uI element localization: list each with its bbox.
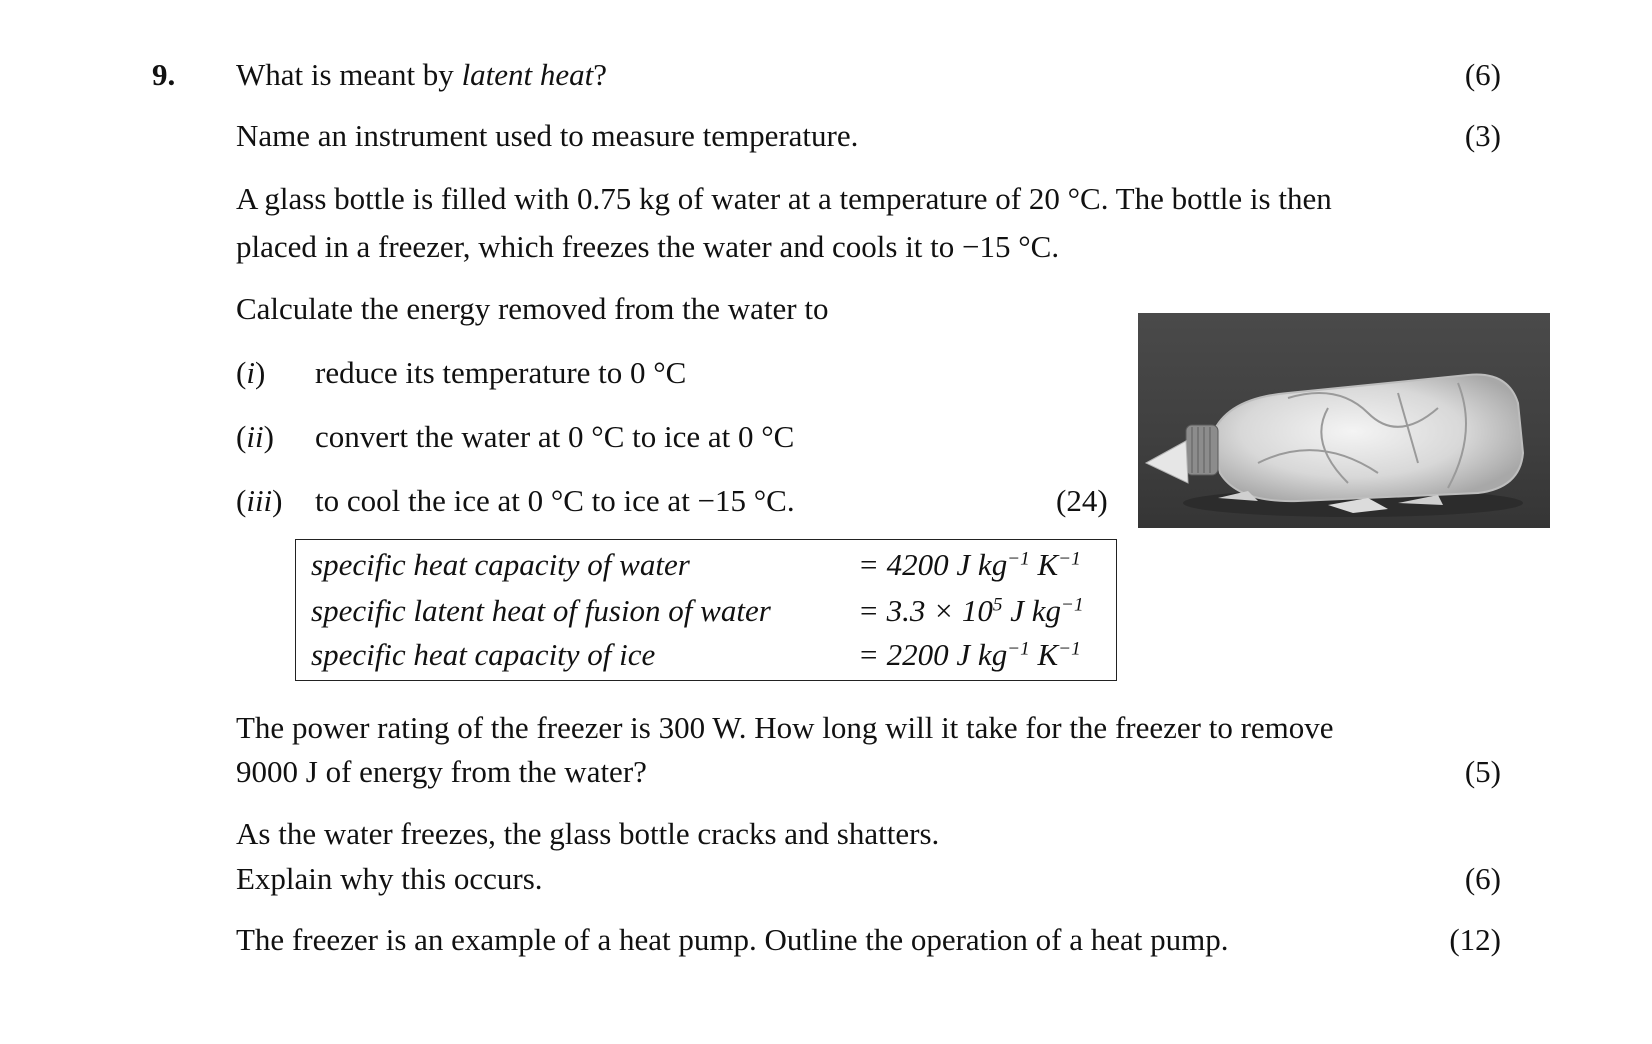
frozen-bottle-icon: [1138, 313, 1550, 528]
constant-unit-tail: K: [1029, 547, 1059, 582]
shatter-question-line-1: As the water freezes, the glass bottle cracks and shatters.: [236, 816, 940, 851]
marks-power: (5): [1464, 754, 1501, 789]
constant-name: specific heat capacity of water: [311, 547, 690, 582]
exponent: 5: [992, 594, 1003, 616]
calculate-intro: Calculate the energy removed from the water to: [236, 291, 829, 326]
shatter-question-line-2: Explain why this occurs.: [236, 861, 543, 896]
frozen-bottle-photo: [1138, 313, 1550, 528]
constant-unit: J kg: [1002, 593, 1061, 628]
marks-latent-heat: (6): [1464, 57, 1501, 92]
part-i-numeral: i: [246, 355, 255, 390]
constant-value: [858, 592, 1084, 629]
marks-heat-pump: (12): [1449, 922, 1501, 957]
marks-thermometer: (3): [1464, 118, 1501, 153]
constant-value: [858, 636, 1081, 673]
part-ii-numeral: ii: [246, 419, 264, 454]
scenario-line-1: A glass bottle is filled with 0.75 kg of water at a temperature of 20 °C. The bottle is then: [236, 181, 1332, 216]
exponent: −1: [1058, 548, 1081, 570]
constants-box: [295, 539, 1117, 681]
heat-pump-question: The freezer is an example of a heat pump. Outline the operation of a heat pump.: [236, 922, 1229, 957]
exponent: −1: [1007, 548, 1030, 570]
marks-shatter: (6): [1464, 861, 1501, 896]
latent-heat-question-suffix: ?: [593, 57, 608, 92]
constant-value-main: = 4200 J kg: [858, 547, 1008, 582]
part-i-label: (i): [236, 355, 266, 390]
constant-value-main: = 3.3 × 10: [858, 593, 993, 628]
exponent: −1: [1058, 638, 1081, 660]
thermometer-question: Name an instrument used to measure temperature.: [236, 118, 859, 153]
power-question-line-1: The power rating of the freezer is 300 W. How long will it take for the freezer to remove: [236, 710, 1334, 745]
constant-row-water-shc: [311, 546, 1101, 590]
part-iii-text: to cool the ice at 0 °C to ice at −15 °C.: [315, 483, 795, 518]
latent-heat-term: latent heat: [461, 57, 594, 92]
constant-value-main: = 2200 J kg: [858, 637, 1008, 672]
exponent: −1: [1060, 594, 1084, 616]
part-iii-label: (iii): [236, 483, 283, 518]
constant-unit-tail: K: [1029, 637, 1059, 672]
latent-heat-question: [236, 56, 607, 93]
constant-row-latent-heat: [311, 592, 1101, 636]
constant-row-ice-shc: [311, 636, 1101, 680]
exponent: −1: [1007, 638, 1030, 660]
part-iii-numeral: iii: [246, 483, 273, 518]
part-i-text: reduce its temperature to 0 °C: [315, 355, 687, 390]
part-ii-label: (ii): [236, 419, 274, 454]
scenario-line-2: placed in a freezer, which freezes the water and cools it to −15 °C.: [236, 229, 1060, 264]
marks-calculations: (24): [1056, 483, 1108, 518]
part-ii-text: convert the water at 0 °C to ice at 0 °C: [315, 419, 795, 454]
constant-value: [858, 546, 1081, 583]
question-number: 9.: [152, 57, 176, 92]
constant-name: specific heat capacity of ice: [311, 637, 656, 672]
constant-name: specific latent heat of fusion of water: [311, 593, 771, 628]
latent-heat-question-prefix: What is meant by: [236, 57, 462, 92]
power-question-line-2: 9000 J of energy from the water?: [236, 754, 647, 789]
